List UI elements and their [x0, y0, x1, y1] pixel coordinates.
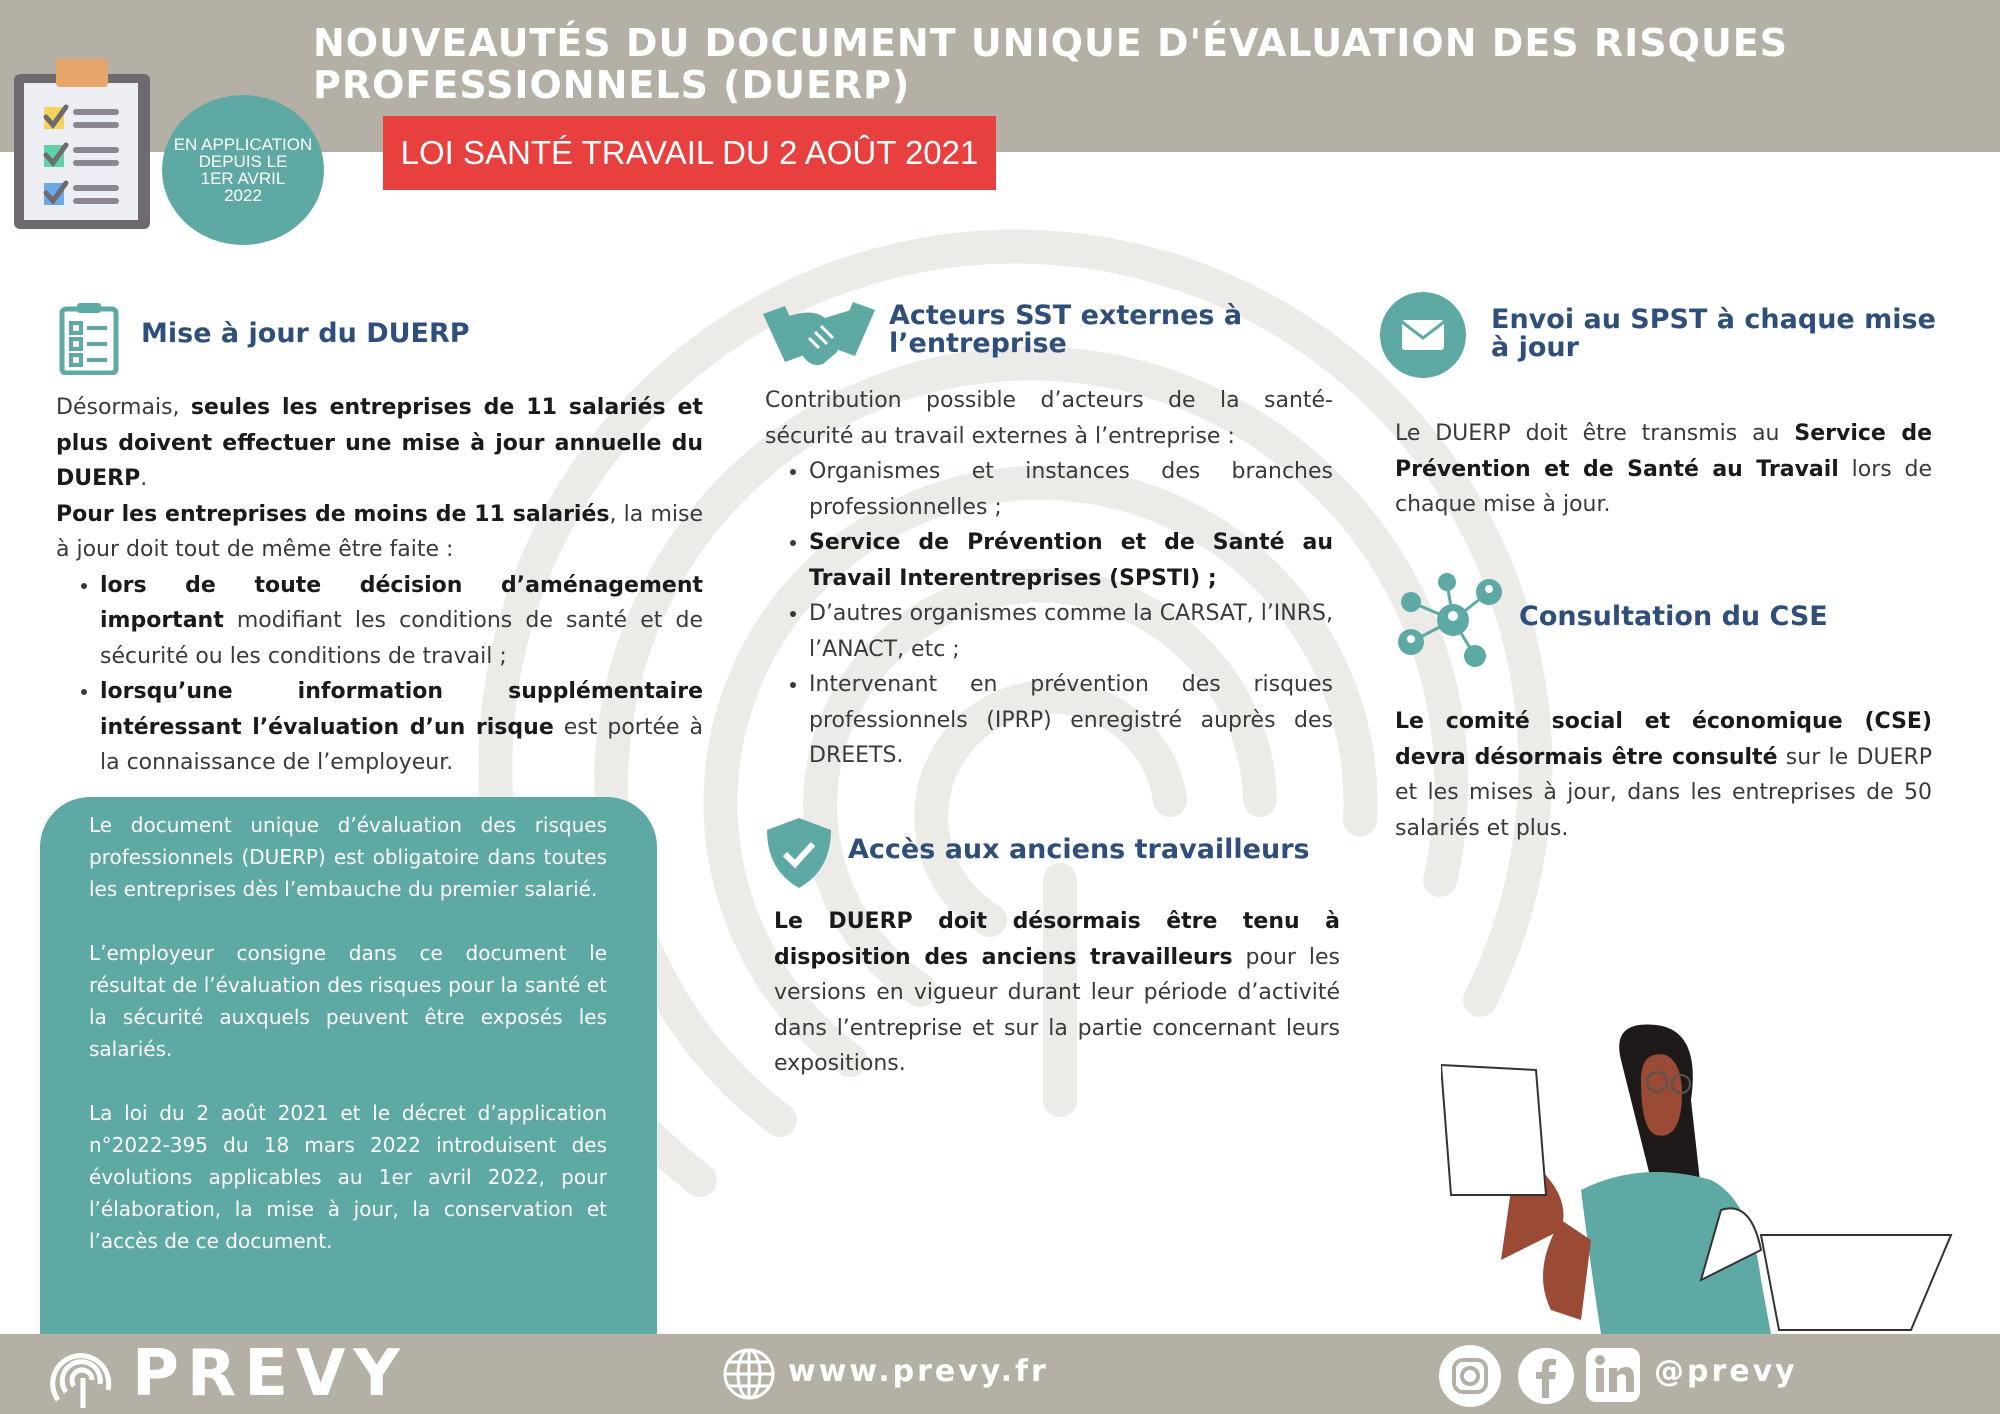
info-paragraph: L’employeur consigne dans ce document le résultat de l’évaluation des risques pour la santé et la sécurité auxquels peuvent être exposés les salariés.: [89, 941, 607, 1061]
para-former-workers: [774, 904, 1340, 1082]
heading-consultation-cse: Consultation du CSE: [1519, 601, 1828, 632]
emphasized-text: lors de toute décision d’aménagement important: [100, 572, 703, 633]
para-external-actors: [765, 383, 1333, 454]
heading-anciens-travailleurs: Accès aux anciens travailleurs: [848, 834, 1310, 865]
para-spst: [1395, 416, 1932, 523]
application-date-badge: [162, 95, 324, 245]
bullet-list-actors: [765, 454, 1333, 774]
info-paragraph: La loi du 2 août 2021 et le décret d’application n°2022-395 du 18 mars 2022 introduisent des évolutions applicables au 1er avril 2022, pour l’élaboration, la mise à jour, la conservation et l’accès de ce document.: [89, 1101, 607, 1253]
text-segment: est portée à la connaissance de l’employeur.: [100, 714, 703, 775]
footer: [0, 1334, 2000, 1414]
woman-with-document-illustration: [1441, 1020, 1961, 1334]
text-segment: Désormais,: [56, 395, 191, 420]
text-segment: Contribution possible d’acteurs de la santé-sécurité au travail externes à l’entreprise :: [765, 388, 1333, 449]
text-segment: pour les versions en vigueur durant leur période d’activité dans l’entreprise et sur la partie concernant leurs expositions.: [774, 944, 1340, 1076]
text-segment: Organismes et instances des branches professionnelles ;: [809, 459, 1333, 520]
network-people-icon: [1397, 572, 1507, 672]
list-item: [809, 596, 1333, 667]
website-link[interactable]: www.prevy.fr: [788, 1354, 1049, 1389]
info-box-duerp: [40, 797, 657, 1337]
badge-line: 2022: [224, 186, 262, 205]
para-cse: [1395, 704, 1932, 846]
emphasized-text: Pour les entreprises de moins de 11 salariés: [56, 501, 610, 527]
brand-logo: PREVY: [132, 1337, 408, 1411]
para-small-companies: [56, 497, 703, 568]
title-line-1: NOUVEAUTÉS DU DOCUMENT UNIQUE D'ÉVALUATION DES RISQUES: [313, 21, 1789, 65]
emphasized-text: seules les entreprises de 11 salariés et plus doivent effectuer une mise à jour annuelle du DUERP: [56, 395, 703, 491]
list-item: [809, 667, 1333, 774]
emphasized-text: Service de Prévention et de Santé au Travail: [1395, 421, 1932, 482]
list-item: [809, 525, 1333, 596]
text-segment: .: [140, 466, 148, 491]
globe-icon: [722, 1347, 776, 1401]
text-segment: D’autres organismes comme la CARSAT, l’INRS, l’ANACT, etc ;: [809, 601, 1333, 662]
page-title: [313, 22, 1993, 106]
heading-mise-a-jour: Mise à jour du DUERP: [141, 318, 470, 349]
info-paragraph: Le document unique d’évaluation des risques professionnels (DUERP) est obligatoire dans toutes les entreprises dès l’embauche du premier salarié.: [89, 813, 607, 901]
title-line-2: PROFESSIONNELS (DUERP): [313, 63, 911, 107]
text-segment: Intervenant en prévention des risques professionnels (IPRP) enregistré auprès des DREETS.: [809, 672, 1333, 768]
clipboard-icon: [14, 57, 152, 232]
emphasized-text: Le DUERP doit désormais être tenu à disposition des anciens travailleurs: [774, 909, 1340, 970]
law-banner: LOI SANTÉ TRAVAIL DU 2 AOÛT 2021: [383, 116, 996, 190]
bullet-list-update-triggers: [56, 568, 703, 781]
shield-check-icon: [765, 816, 833, 890]
checklist-icon: [59, 301, 119, 375]
text-segment: lors de chaque mise à jour.: [1395, 456, 1933, 517]
linkedin-icon[interactable]: [1586, 1348, 1640, 1402]
text-segment: sur le DUERP et les mises à jour, dans les entreprises de 50 salariés et plus.: [1395, 744, 1932, 841]
envelope-icon: [1380, 292, 1466, 378]
facebook-icon[interactable]: [1518, 1348, 1574, 1404]
text-segment: modifiant les conditions de santé et de sécurité ou les conditions de travail ;: [100, 608, 703, 669]
badge-line: 1ER AVRIL: [200, 169, 286, 188]
instagram-icon[interactable]: [1438, 1344, 1502, 1408]
list-item: [100, 674, 703, 781]
badge-line: DEPUIS LE: [198, 152, 288, 171]
list-item: [809, 454, 1333, 525]
social-handle[interactable]: @prevy: [1654, 1354, 1798, 1389]
heading-acteurs-sst: Acteurs SST externes à l’entreprise: [889, 300, 1243, 359]
heading-envoi-spst: Envoi au SPST à chaque mise à jour: [1491, 304, 1936, 363]
emphasized-text: Service de Prévention et de Santé au Travail Interentreprises (SPSTI) ;: [809, 530, 1333, 591]
emphasized-text: Le comité social et économique (CSE) devra désormais être consulté: [1395, 709, 1932, 770]
prevy-fingerprint-logo-icon: [50, 1340, 116, 1412]
emphasized-text: lorsqu’une information supplémentaire intéressant l’évaluation d’un risque: [100, 679, 703, 740]
para-annual-update: [56, 390, 703, 497]
list-item: [100, 568, 703, 675]
handshake-icon: [763, 296, 875, 370]
badge-line: EN APPLICATION: [173, 135, 313, 154]
text-segment: Le DUERP doit être transmis au: [1395, 421, 1795, 446]
text-segment: , la mise à jour doit tout de même être faite :: [56, 501, 704, 562]
